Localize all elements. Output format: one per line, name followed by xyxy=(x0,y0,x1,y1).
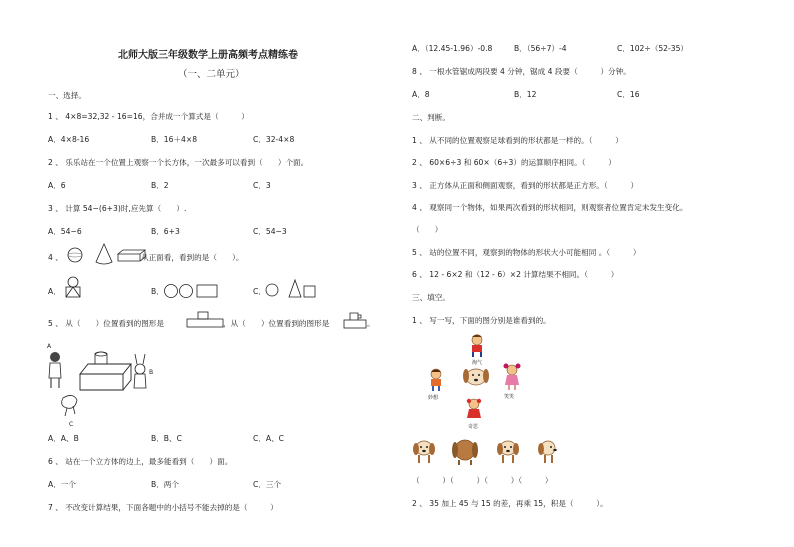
dog-view-1 xyxy=(413,441,435,463)
q7-option-c: C．102÷（52-35） xyxy=(617,44,689,53)
question-5-part3: 。 xyxy=(367,319,375,328)
scene-label-a: A xyxy=(47,343,52,350)
question-7: 7 、 不改变计算结果，下面各题中的小括号不能去掉的是（ ） xyxy=(48,503,278,512)
q8-option-c: C．16 xyxy=(617,90,640,99)
fill-1: 1 、 写一写，下面的图分别是谁看到的。 xyxy=(412,316,551,325)
q4-option-c-figure xyxy=(264,278,316,298)
q7-option-a: A．（12.45-1.96）-0.8 xyxy=(412,44,493,53)
q3-option-b: B．6+3 xyxy=(151,227,180,236)
q8-option-b: B．12 xyxy=(514,90,537,99)
name-bottom: 奇思 xyxy=(468,424,479,430)
scene-label-c: C xyxy=(69,421,74,428)
section-heading-judge: 二、判断。 xyxy=(412,113,450,122)
q1-option-c: C．32-4×8 xyxy=(253,135,295,144)
name-right: 笑笑 xyxy=(504,394,515,400)
section-heading-choice: 一、选择。 xyxy=(48,91,86,100)
cone-shape xyxy=(96,244,112,264)
q5-view-figure-1 xyxy=(186,310,224,328)
judge-1: 1 、 从不同的位置观察足球看到的形状都是一样的。（ ） xyxy=(412,136,623,145)
question-2: 2 、 乐乐站在一个位置上观察一个长方体，一次最多可以看到（ ）个面。 xyxy=(48,158,309,167)
judge-3: 3 、 正方体从正面和侧面观察，看到的形状都是正方形。（ ） xyxy=(412,181,639,190)
q4-option-b: B． xyxy=(151,287,164,296)
q3-option-a: A．54−6 xyxy=(48,227,82,236)
q7-option-b: B．（56÷7）-4 xyxy=(514,44,567,53)
q4-option-b-figure xyxy=(164,283,220,299)
q4-solids-figure xyxy=(66,242,146,268)
sphere-shape xyxy=(68,248,82,262)
dog-view-3 xyxy=(497,441,519,463)
question-4-tail: 从正面看，看到的是（ ）。 xyxy=(141,253,244,262)
q2-option-b: B．2 xyxy=(151,181,169,190)
page-subtitle: （一、二单元） xyxy=(178,69,245,80)
question-3: 3 、 计算 54−(6+3)时,应先算（ ）. xyxy=(48,204,187,213)
q5-option-c: C．A、C xyxy=(253,434,284,443)
q3-option-c: C．54−3 xyxy=(253,227,287,236)
q1-option-b: B．16＋4×8 xyxy=(151,135,198,144)
q2-option-c: C．3 xyxy=(253,181,271,190)
dog-view-2 xyxy=(452,440,478,465)
judge-4-blank: （ ） xyxy=(412,225,443,234)
dog-view-4 xyxy=(538,441,557,463)
name-left: 妙想 xyxy=(428,395,439,401)
q5-scene-illustration xyxy=(45,340,160,428)
q4-option-a: A． xyxy=(48,287,61,296)
judge-5: 5 、 站的位置不同，观察到的物体的形状大小可能相同 。（ ） xyxy=(412,248,641,257)
q1-option-a: A．4×8-16 xyxy=(48,135,90,144)
fill1-scene-illustration xyxy=(424,332,534,430)
name-top: 淘气 xyxy=(472,360,483,366)
q6-option-b: B．两个 xyxy=(151,480,179,489)
fill-2: 2 、 35 加上 45 与 15 的差，再乘 15，积是（ ）。 xyxy=(412,499,608,508)
q5-option-b: B．B、C xyxy=(151,434,182,443)
q6-option-a: A．一个 xyxy=(48,480,76,489)
q4-option-a-figure xyxy=(63,275,83,299)
q8-option-a: A．8 xyxy=(412,90,430,99)
question-8: 8 、 一根水管锯成两段要 4 分钟，锯成 4 段要（ ）分钟。 xyxy=(412,67,631,76)
judge-4: 4 、 观察同一个物体，如果两次看到的形状相同，则观察者位置肯定未发生变化。 xyxy=(412,203,688,212)
judge-6: 6 、 12 - 6×2 和（12 - 6）×2 计算结果不相同。（ ） xyxy=(412,270,619,279)
question-4-number: 4 、 xyxy=(48,253,63,262)
dog-views-row xyxy=(412,436,562,466)
q5-option-a: A．A、B xyxy=(48,434,79,443)
question-1: 1 、 4×8=32,32 - 16=16，合并成一个算式是（ ） xyxy=(48,112,249,121)
q6-option-c: C．三个 xyxy=(253,480,282,489)
judge-2: 2 、 60×6÷3 和 60×（6÷3）的运算顺序相同。（ ） xyxy=(412,158,616,167)
section-heading-fill: 三、填空。 xyxy=(412,293,450,302)
q5-view-figure-2 xyxy=(343,309,367,329)
q2-option-a: A．6 xyxy=(48,181,66,190)
fill1-answer-blanks: （ ）（ ）（ ）（ ） xyxy=(412,476,553,485)
page-title: 北师大版三年级数学上册高频考点精练卷 xyxy=(118,50,298,61)
question-5-part1: 5 、 从（ ）位置看到的图形是 xyxy=(48,319,164,328)
question-5-part2: ，从（ ）位置看到的图形是 xyxy=(223,319,330,328)
scene-label-b: B xyxy=(149,369,154,376)
q4-option-c: C． xyxy=(253,287,266,296)
question-6: 6 、 站在一个立方体的边上，最多能看到（ ）面。 xyxy=(48,457,233,466)
